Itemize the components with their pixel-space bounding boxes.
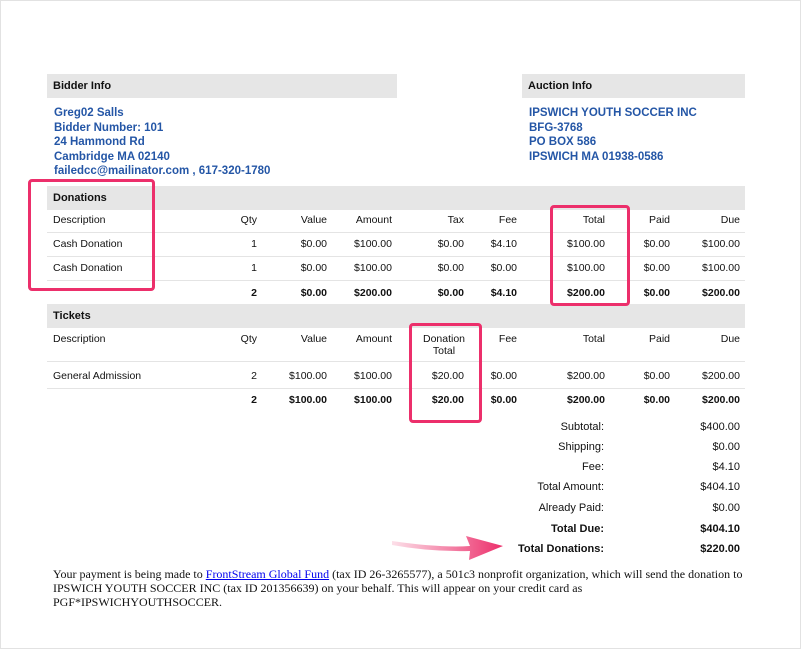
- tickets-column-headers: [47, 327, 745, 362]
- donation-total-highlight-box: [409, 323, 482, 423]
- total-paid: $0.00: [643, 287, 670, 299]
- summary-label: Total Donations:: [518, 543, 604, 555]
- cell-fee: $4.10: [490, 238, 517, 250]
- summary-label: Shipping:: [558, 441, 604, 453]
- cell-amount: $100.00: [354, 262, 392, 274]
- auction-org-name: IPSWICH YOUTH SOCCER INC: [529, 107, 697, 119]
- bidder-info-block: [54, 106, 270, 179]
- total-column-highlight-box: [550, 205, 630, 306]
- total-fee: $4.10: [490, 287, 517, 299]
- cell-description: Cash Donation: [53, 238, 123, 250]
- total-fee: $0.00: [490, 394, 517, 406]
- total-amount: $200.00: [354, 287, 392, 299]
- cell-qty: 1: [251, 262, 257, 274]
- col-amount: Amount: [355, 333, 392, 345]
- bidder-contact: failedcc@mailinator.com , 617-320-1780: [54, 165, 271, 177]
- disclaimer-prefix: Your payment is being made to: [53, 567, 206, 581]
- cell-paid: $0.00: [643, 370, 670, 382]
- summary-value: $0.00: [712, 502, 740, 514]
- cell-description: Cash Donation: [53, 262, 123, 274]
- cell-paid: $0.00: [643, 238, 670, 250]
- summary-shipping: [420, 437, 740, 457]
- summary-label: Total Due:: [551, 523, 604, 535]
- tickets-totals-row: [47, 388, 745, 412]
- cell-total: $200.00: [567, 370, 605, 382]
- total-due: $200.00: [702, 287, 740, 299]
- summary-label: Total Amount:: [537, 481, 604, 493]
- bidder-street: 24 Hammond Rd: [54, 136, 145, 148]
- auction-city: IPSWICH MA 01938-0586: [529, 150, 664, 163]
- cell-due: $200.00: [702, 370, 740, 382]
- bidder-number: Bidder Number: 101: [54, 121, 164, 134]
- total-total: $200.00: [567, 287, 605, 299]
- summary-value: $404.10: [700, 523, 740, 535]
- cell-qty: 2: [251, 370, 257, 382]
- total-tax: $0.00: [437, 287, 464, 299]
- payment-disclaimer: [53, 567, 743, 609]
- total-total: $200.00: [567, 394, 605, 406]
- summary-total-amount: [420, 477, 740, 497]
- cell-qty: 1: [251, 238, 257, 250]
- total-amount: $100.00: [354, 394, 392, 406]
- col-donation-total: Donation Total: [422, 333, 466, 357]
- cell-due: $100.00: [702, 262, 740, 274]
- cell-value: $100.00: [289, 370, 327, 382]
- summary-value: $220.00: [700, 543, 740, 555]
- total-due: $200.00: [702, 394, 740, 406]
- summary-value: $4.10: [712, 461, 740, 473]
- col-due: Due: [720, 333, 740, 345]
- total-value: $0.00: [300, 287, 327, 299]
- summary-already-paid: [420, 498, 740, 518]
- col-fee: Fee: [498, 214, 517, 226]
- cell-tax: $0.00: [437, 238, 464, 250]
- disclaimer-suffix: (tax ID 26-3265577), a 501c3 nonprofit organization, which will send the donation to IPSWICH YOUTH SOCCER INC (tax ID 201356639) on your behalf. This will appear on your credit card as PGF*IPSWICHYOUTHSOCCER.: [53, 567, 743, 609]
- total-paid: $0.00: [643, 394, 670, 406]
- total-qty: 2: [251, 287, 257, 299]
- total-donation-total: $20.00: [431, 394, 464, 406]
- summary-total-donations: [420, 539, 740, 559]
- cell-total: $100.00: [567, 238, 605, 250]
- cell-amount: $100.00: [354, 370, 392, 382]
- col-fee: Fee: [498, 333, 517, 345]
- cell-total: $100.00: [567, 262, 605, 274]
- summary-value: $404.10: [700, 481, 740, 493]
- col-paid: Paid: [648, 214, 670, 226]
- ticket-row: [47, 364, 745, 389]
- summary-label: Fee:: [581, 461, 604, 473]
- col-description: Description: [53, 214, 106, 226]
- col-total: Total: [582, 333, 605, 345]
- total-qty: 2: [251, 394, 257, 406]
- col-qty: Qty: [240, 214, 257, 226]
- summary-total-due: [420, 519, 740, 539]
- bidder-name: Greg02 Salls: [54, 107, 124, 119]
- auction-po-box: PO BOX 586: [529, 136, 597, 148]
- summary-label: Already Paid:: [538, 502, 604, 514]
- col-total: Total: [582, 214, 605, 226]
- col-description: Description: [53, 333, 106, 345]
- bidder-info-header: Bidder Info: [47, 74, 397, 98]
- summary-label: Subtotal:: [560, 421, 604, 433]
- col-value: Value: [300, 214, 327, 226]
- col-value: Value: [300, 333, 327, 345]
- donations-header: Donations: [47, 186, 745, 210]
- tickets-header: Tickets: [47, 304, 745, 328]
- col-qty: Qty: [240, 333, 257, 345]
- auction-info-block: [529, 106, 697, 164]
- cell-tax: $0.00: [437, 262, 464, 274]
- cell-description: General Admission: [53, 370, 142, 382]
- col-due: Due: [720, 214, 740, 226]
- auction-code: BFG-3768: [529, 121, 583, 134]
- total-value: $100.00: [289, 394, 327, 406]
- col-tax: Tax: [447, 214, 464, 226]
- cell-fee: $0.00: [490, 370, 517, 382]
- frontstream-link[interactable]: FrontStream Global Fund: [205, 567, 330, 581]
- summary-value: $400.00: [700, 421, 740, 433]
- donations-highlight-box: [28, 179, 155, 291]
- cell-paid: $0.00: [643, 262, 670, 274]
- cell-value: $0.00: [300, 262, 327, 274]
- summary-value: $0.00: [712, 441, 740, 453]
- auction-info-header: Auction Info: [522, 74, 745, 98]
- cell-donation-total: $20.00: [431, 370, 464, 382]
- cell-amount: $100.00: [354, 238, 392, 250]
- cell-value: $0.00: [300, 238, 327, 250]
- cell-due: $100.00: [702, 238, 740, 250]
- col-amount: Amount: [355, 214, 392, 226]
- bidder-city: Cambridge MA 02140: [54, 150, 170, 163]
- col-paid: Paid: [648, 333, 670, 345]
- summary-fee: [420, 457, 740, 477]
- cell-fee: $0.00: [490, 262, 517, 274]
